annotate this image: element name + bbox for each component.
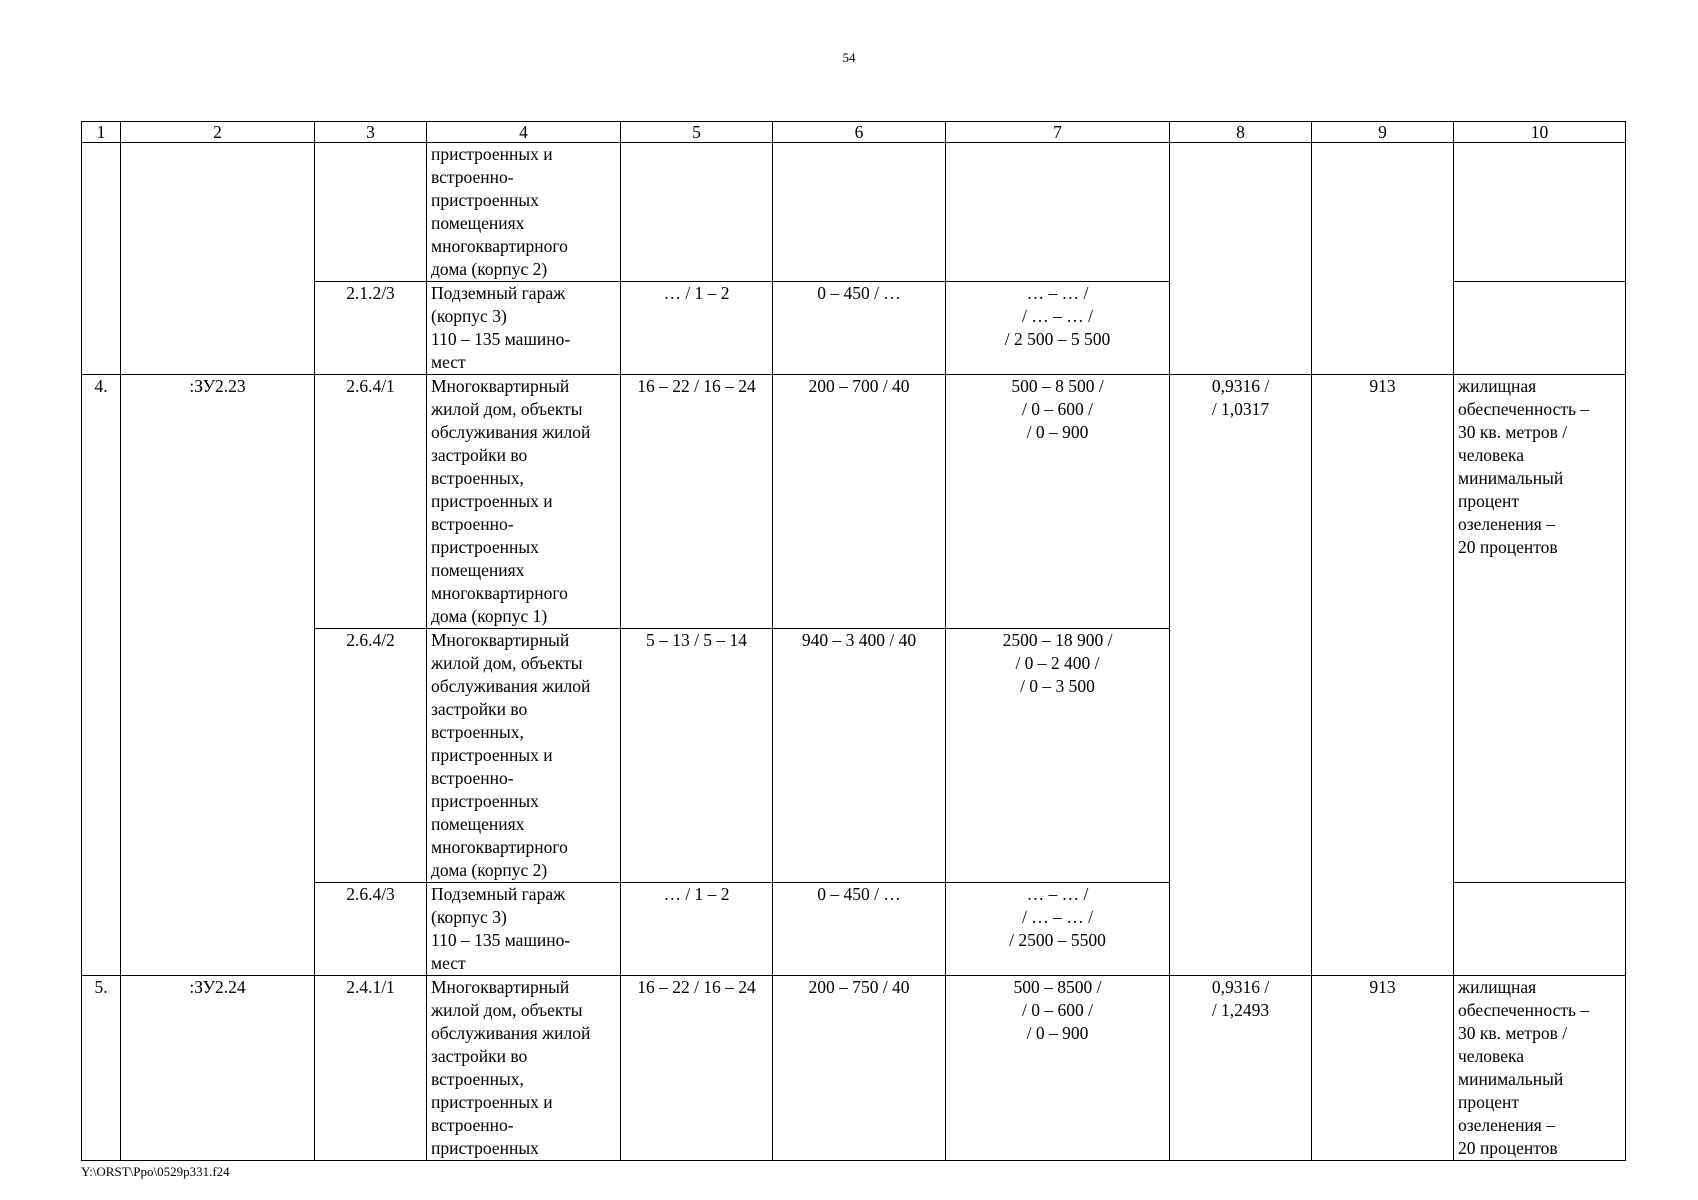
column-number: 6 (773, 122, 946, 143)
cell-col7: … – … / / … – … / / 2 500 – 5 500 (946, 282, 1170, 375)
table-row (82, 976, 1626, 1161)
cell-col6: 0 – 450 / … (773, 883, 946, 976)
cell-col8: 0,9316 / / 1,0317 (1170, 375, 1312, 976)
cell-col7: … – … / / … – … / / 2500 – 5500 (946, 883, 1170, 976)
cell-col8: 0,9316 / / 1,2493 (1170, 976, 1312, 1161)
cell-plot (121, 143, 315, 375)
cell-plot: :ЗУ2.23 (121, 375, 315, 976)
cell-col10: жилищная обеспеченность – 30 кв. метров / человека минимальный процент озеленения – 20 процентов (1454, 976, 1626, 1161)
cell-col7: 2500 – 18 900 / / 0 – 2 400 / / 0 – 3 500 (946, 629, 1170, 883)
cell-code: 2.1.2/3 (315, 282, 427, 375)
cell-code (315, 143, 427, 282)
column-number: 9 (1312, 122, 1454, 143)
column-number: 5 (621, 122, 773, 143)
cell-col6: 200 – 700 / 40 (773, 375, 946, 629)
column-number: 3 (315, 122, 427, 143)
column-number: 7 (946, 122, 1170, 143)
cell-col9: 913 (1312, 976, 1454, 1161)
cell-col5: 16 – 22 / 16 – 24 (621, 976, 773, 1161)
cell-col10: жилищная обеспеченность – 30 кв. метров / человека минимальный процент озеленения – 20 процентов (1454, 375, 1626, 883)
table-row (82, 143, 1626, 282)
column-number: 4 (427, 122, 621, 143)
cell-col7: 500 – 8 500 / / 0 – 600 / / 0 – 900 (946, 375, 1170, 629)
cell-col7 (946, 143, 1170, 282)
cell-col7: 500 – 8500 / / 0 – 600 / / 0 – 900 (946, 976, 1170, 1161)
regulation-table (81, 121, 1626, 1161)
column-number-row (82, 122, 1626, 143)
cell-col5: … / 1 – 2 (621, 282, 773, 375)
cell-col6: 200 – 750 / 40 (773, 976, 946, 1161)
cell-col5 (621, 143, 773, 282)
cell-col10 (1454, 282, 1626, 375)
cell-code: 2.4.1/1 (315, 976, 427, 1161)
cell-col9: 913 (1312, 375, 1454, 976)
cell-number: 5. (82, 976, 121, 1161)
cell-number: 4. (82, 375, 121, 976)
cell-description: Многоквартирный жилой дом, объекты обслуживания жилой застройки во встроенных, пристроенных и встроенно- пристроенных помещениях многоквартирного дома (корпус 2) (427, 629, 621, 883)
cell-description: Многоквартирный жилой дом, объекты обслуживания жилой застройки во встроенных, пристроенных и встроенно- пристроенных (427, 976, 621, 1161)
cell-code: 2.6.4/2 (315, 629, 427, 883)
cell-col5: 5 – 13 / 5 – 14 (621, 629, 773, 883)
cell-description: Подземный гараж (корпус 3) 110 – 135 машино- мест (427, 883, 621, 976)
column-number: 1 (82, 122, 121, 143)
column-number: 2 (121, 122, 315, 143)
cell-col10 (1454, 883, 1626, 976)
cell-description: Многоквартирный жилой дом, объекты обслуживания жилой застройки во встроенных, пристроенных и встроенно- пристроенных помещениях многоквартирного дома (корпус 1) (427, 375, 621, 629)
file-path: Y:\ORST\Ppo\0529p331.f24 (81, 1164, 230, 1179)
cell-col9 (1312, 143, 1454, 375)
table-row (82, 375, 1626, 629)
cell-col10 (1454, 143, 1626, 282)
cell-number (82, 143, 121, 375)
cell-code: 2.6.4/1 (315, 375, 427, 629)
cell-col8 (1170, 143, 1312, 375)
cell-description: Подземный гараж (корпус 3) 110 – 135 машино- мест (427, 282, 621, 375)
page-number: 54 (842, 50, 856, 65)
cell-plot: :ЗУ2.24 (121, 976, 315, 1161)
cell-col5: 16 – 22 / 16 – 24 (621, 375, 773, 629)
cell-code: 2.6.4/3 (315, 883, 427, 976)
column-number: 8 (1170, 122, 1312, 143)
cell-col6 (773, 143, 946, 282)
column-number: 10 (1454, 122, 1626, 143)
cell-description: пристроенных и встроенно- пристроенных помещениях многоквартирного дома (корпус 2) (427, 143, 621, 282)
cell-col6: 940 – 3 400 / 40 (773, 629, 946, 883)
cell-col6: 0 – 450 / … (773, 282, 946, 375)
cell-col5: … / 1 – 2 (621, 883, 773, 976)
